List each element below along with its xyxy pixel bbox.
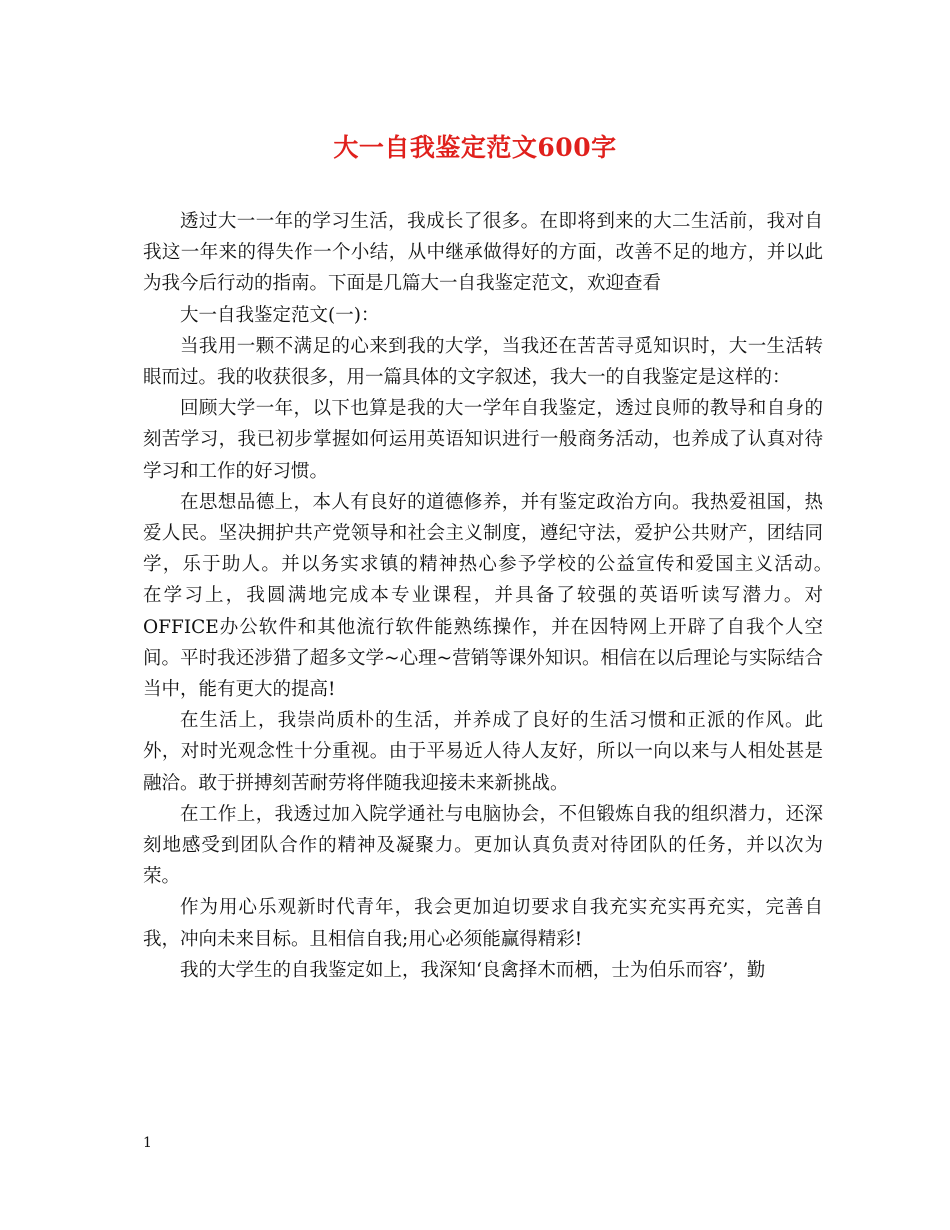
paragraph: 在思想品德上，本人有良好的道德修养，并有鉴定政治方向。我热爱祖国，热爱人民。坚决拥护共产党领导和社会主义制度，遵纪守法，爱护公共财产，团结同学，乐于助人。并以务实求镇的精神热心参予学校的公益宣传和爱国主义活动。 在学习上，我圆满地完成本专业课程，并具备了较强的英语听读写潜力。对OFFICE办公软件和其他流行软件能熟练操作，并在因特网上开辟了自我个人空间。平时我还涉猎了超多文学~心理~营销等课外知识。相信在以后理论与实际结合当中，能有更大的提高! [143,491,861,701]
page-number: 1 [143,1135,152,1151]
paragraph: 透过大一一年的学习生活，我成长了很多。在即将到来的大二生活前，我对自我这一年来的得失作一个小结，从中继承做得好的方面，改善不足的地方，并以此为我今后行动的指南。下面是几篇大一自我鉴定范文，欢迎查看 [143,211,823,295]
document-body [143,206,861,986]
paragraph: 在工作上，我透过加入院学通社与电脑协会，不但锻炼自我的组织潜力，还深刻地感受到团队合作的精神及凝聚力。更加认真负责对待团队的任务，并以次为荣。 [143,803,823,888]
paragraph: 当我用一颗不满足的心来到我的大学，当我还在苦苦寻觅知识时，大一生活转眼而过。我的收获很多，用一篇具体的文字叙述，我大一的自我鉴定是这样的： [143,335,823,389]
paragraph: 我的大学生的自我鉴定如上，我深知‘良禽择木而栖，士为伯乐而容’，勤 [180,959,766,981]
paragraph: 在生活上，我崇尚质朴的生活，并养成了良好的生活习惯和正派的作风。此外，对时光观念性十分重视。由于平易近人待人友好，所以一向以来与人相处甚是融洽。敢于拼搏刻苦耐劳将伴随我迎接未来新挑战。 [143,710,823,794]
paragraph: 作为用心乐观新时代青年，我会更加迫切要求自我充实充实再充实，完善自我，冲向未来目标。且相信自我;用心必须能赢得精彩! [143,897,823,950]
document-title: 大一自我鉴定范文600字 [333,133,617,162]
paragraph: 回顾大学一年，以下也算是我的大一学年自我鉴定，透过良师的教导和自身的刻苦学习，我已初步掌握如何运用英语知识进行一般商务活动，也养成了认真对待学习和工作的好习惯。 [143,398,823,482]
section-heading: 大一自我鉴定范文(一)： [180,304,380,326]
